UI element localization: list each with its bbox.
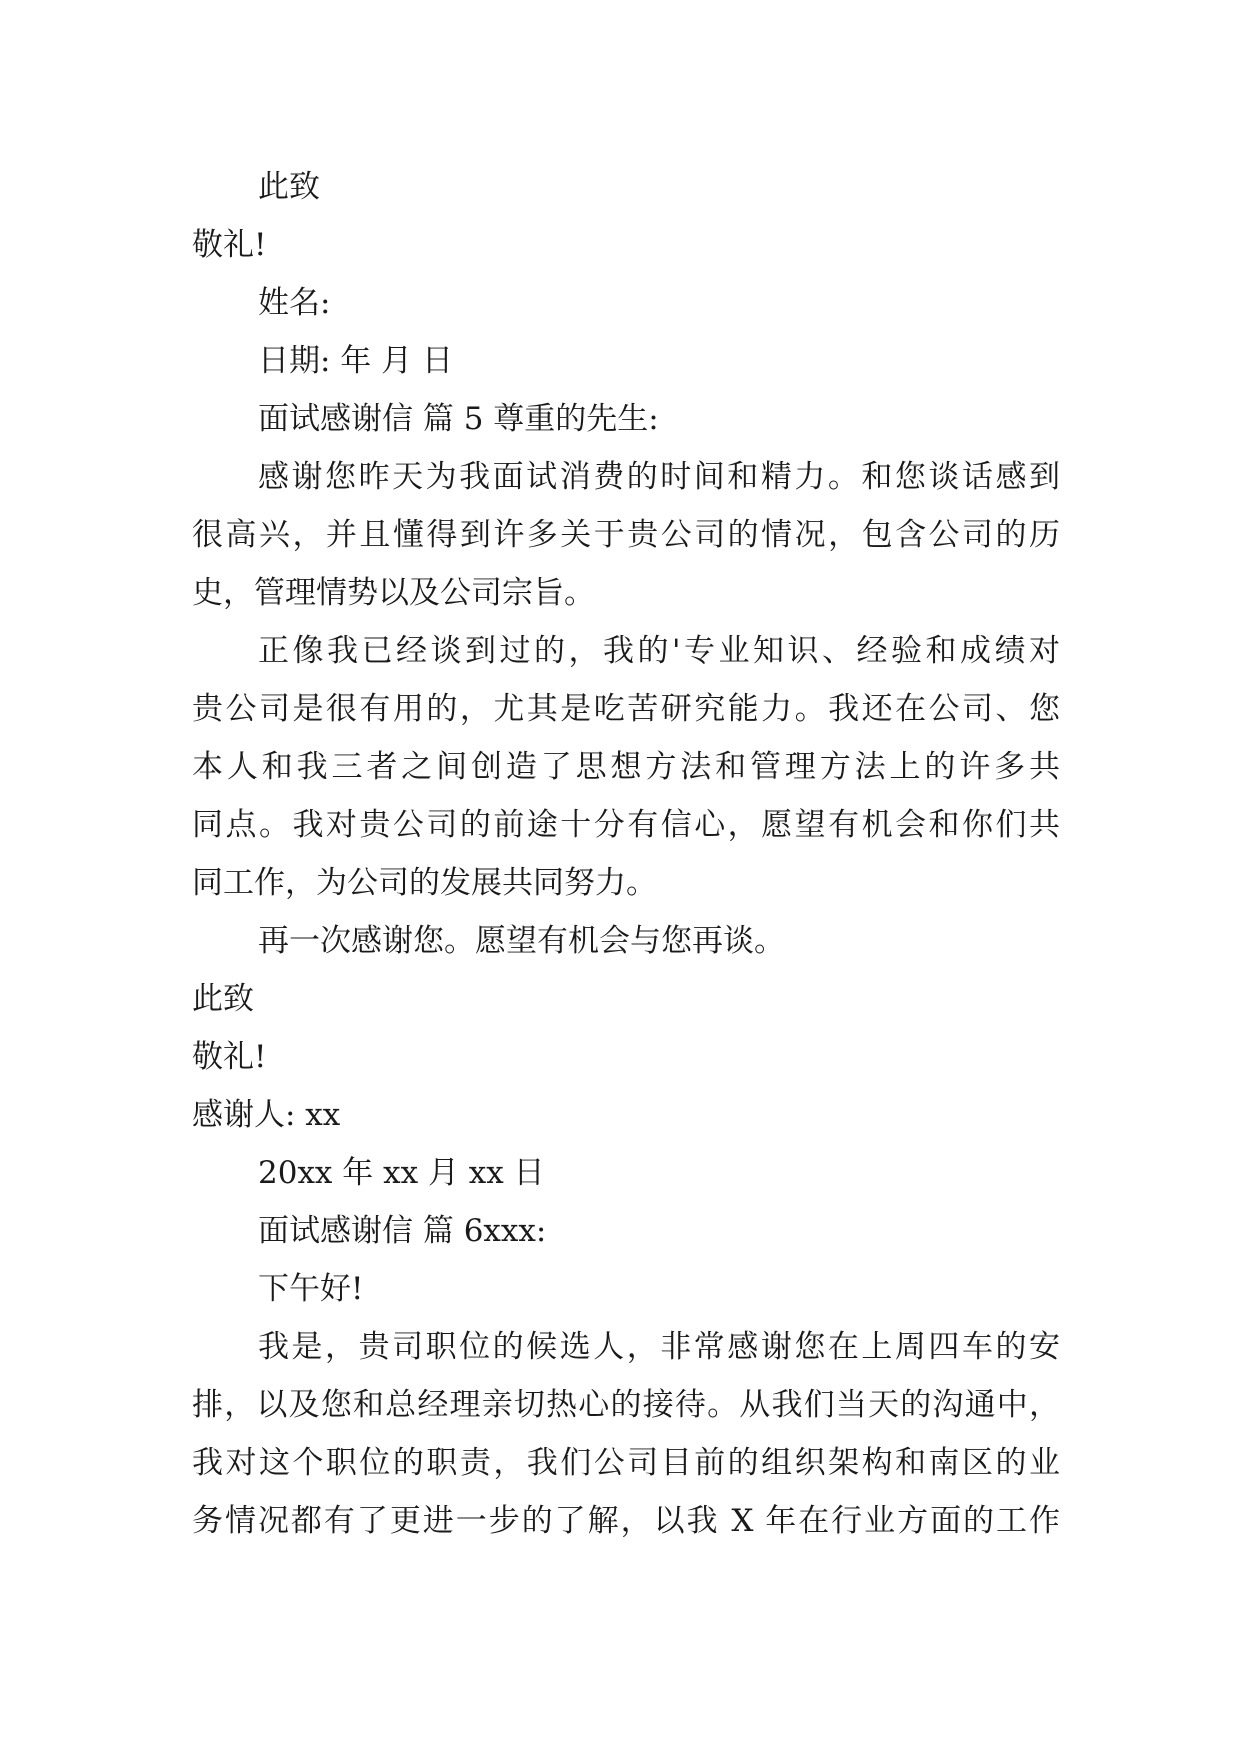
closing-salutation-2: 此致 <box>192 981 254 1017</box>
letter-5-paragraph-3: 再一次感谢您。愿望有机会与您再谈。 <box>258 923 785 959</box>
letter-5-paragraph-2-line-5: 同工作，为公司的发展共同努力。 <box>192 865 657 901</box>
letter-6-heading: 面试感谢信 篇 6xxx: <box>258 1213 547 1249</box>
letter-5-paragraph-2-line-4: 同点。我对贵公司的前途十分有信心，愿望有机会和你们共 <box>192 807 1060 843</box>
letter-5-paragraph-2-line-3: 本人和我三者之间创造了思想方法和管理方法上的许多共 <box>192 749 1060 785</box>
closing-regards-2: 敬礼! <box>192 1039 267 1075</box>
letter-5-paragraph-2-line-2: 贵公司是很有用的，尤其是吃苦研究能力。我还在公司、您 <box>192 691 1060 727</box>
signature-date: 20xx 年 xx 月 xx 日 <box>258 1155 545 1191</box>
date-field-label: 日期: 年 月 日 <box>258 343 454 379</box>
letter-6-greeting: 下午好! <box>258 1271 364 1307</box>
signature-line: 感谢人: xx <box>192 1097 341 1133</box>
name-field-label: 姓名: <box>258 285 331 321</box>
letter-5-paragraph-1-line-1: 感谢您昨天为我面试消费的时间和精力。和您谈话感到 <box>258 459 1060 495</box>
letter-6-paragraph-1-line-4: 务情况都有了更进一步的了解，以我 X 年在行业方面的工作 <box>192 1503 1060 1539</box>
letter-5-paragraph-2-line-1: 正像我已经谈到过的，我的'专业知识、经验和成绩对 <box>258 633 1060 669</box>
closing-regards-1: 敬礼! <box>192 227 267 263</box>
letter-6-paragraph-1-line-3: 我对这个职位的职责，我们公司目前的组织架构和南区的业 <box>192 1445 1060 1481</box>
letter-6-paragraph-1-line-1: 我是，贵司职位的候选人，非常感谢您在上周四车的安 <box>258 1329 1060 1365</box>
letter-6-paragraph-1-line-2: 排，以及您和总经理亲切热心的接待。从我们当天的沟通中， <box>192 1387 1060 1423</box>
letter-5-heading: 面试感谢信 篇 5 尊重的先生: <box>258 401 659 437</box>
letter-5-paragraph-1-line-3: 史，管理情势以及公司宗旨。 <box>192 575 595 611</box>
closing-salutation-1: 此致 <box>258 169 320 205</box>
letter-5-paragraph-1-line-2: 很高兴，并且懂得到许多关于贵公司的情况，包含公司的历 <box>192 517 1060 553</box>
